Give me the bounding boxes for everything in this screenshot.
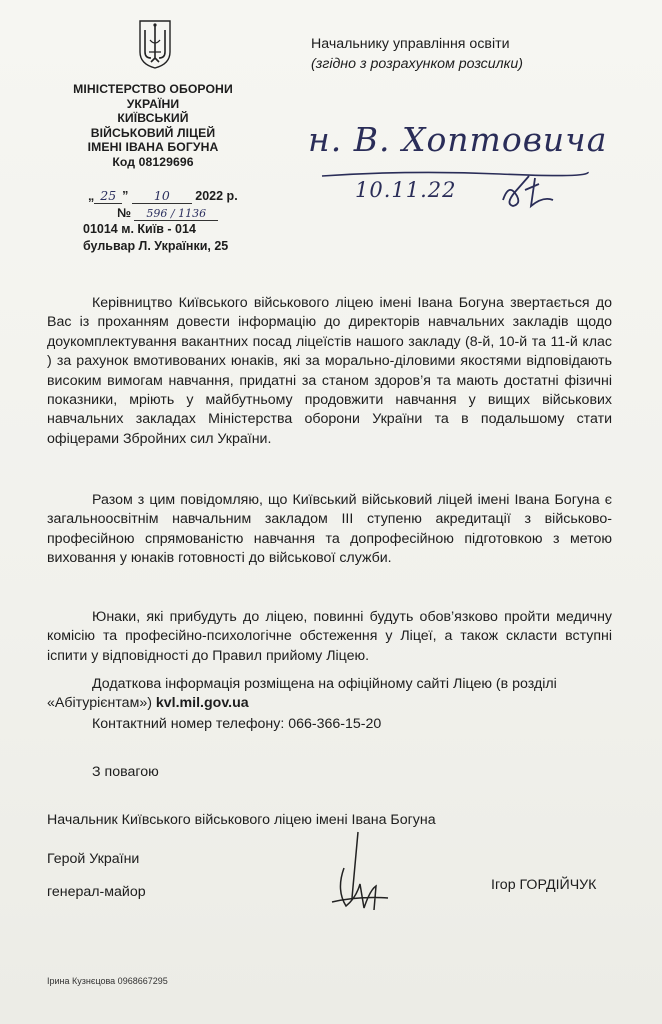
letter-date: „ 25 ” 10 2022 р. — [88, 188, 238, 203]
handwritten-signature — [318, 828, 398, 918]
addressee-title: Начальнику управління освіти — [311, 36, 510, 52]
address-line: 01014 м. Київ - 014 — [83, 222, 196, 236]
signatory-position: Начальник Київського військового ліцею імені Івана Богуна — [47, 812, 436, 828]
body-paragraph: Юнаки, які прибудуть до ліцею, повинні будуть обов’язково пройти медичну комісію та професійно-психологічне обстеження у Ліцеї, а також скласти вступні іспити у відповідності до Правил прийому Ліцею. — [47, 609, 612, 664]
addressee-block — [311, 34, 523, 74]
org-line: ІМЕНІ ІВАНА БОГУНА — [87, 140, 219, 155]
contact-phone: Контактний номер телефону: 066-366-15-20 — [92, 716, 382, 732]
signatory-name: Ігор ГОРДІЙЧУК — [491, 877, 597, 893]
info-paragraph — [47, 675, 612, 714]
org-line: УКРАЇНИ — [126, 96, 180, 111]
resolution-date: 10.11.22 — [355, 178, 457, 202]
address-line: бульвар Л. Українки, 25 — [83, 239, 229, 253]
org-line: МІНІСТЕРСТВО ОБОРОНИ — [73, 82, 233, 96]
handwritten-resolution — [300, 120, 620, 215]
resolution-signature — [495, 170, 565, 215]
letter-number — [117, 206, 218, 220]
signatory-title: Герой України — [47, 851, 140, 867]
body-paragraph: Керівництво Київського військового ліцею імені Івана Богуна звертається до Вас із проханням довести інформацію до директорів навчальних закладів щодо доукомплектування вакантних посад ліцеїстів нашого закладу (8-й, 10-й та 11-й клас ) за рахунок вмотивованих юнаків, які за морально-діловими якостями відповідають високим вимогам навчання, придатні за станом здоров’я та мають достатні фізичні показники, мріють у майбутньому продовжити навчання у вищих військових навчальних закладах Міністерства оборони України та в подальшому стати офіцерами Збройних сил України. — [47, 295, 612, 447]
organization-block — [48, 82, 258, 170]
date-month: 10 — [132, 188, 192, 204]
org-line: КИЇВСЬКИЙ — [117, 111, 189, 126]
signatory-rank: генерал-майор — [47, 884, 146, 900]
closing-regards: З повагою — [92, 764, 159, 780]
number-prefix: № — [117, 206, 131, 220]
date-year: 2022 р. — [195, 189, 238, 203]
coat-of-arms-icon — [137, 18, 173, 70]
website-link[interactable]: kvl.mil.gov.ua — [155, 695, 249, 712]
info-text: Додаткова інформація розміщена на офіційному сайті Ліцею (в розділі «Абітурієнтам») — [47, 676, 557, 712]
executor-note: Ірина Кузнєцова 0968667295 — [47, 976, 168, 986]
number-value: 596 / 1136 — [134, 207, 218, 221]
addressee-note: (згідно з розрахунком розсилки) — [311, 56, 523, 72]
org-line: ВІЙСЬКОВИЙ ЛІЦЕЙ — [90, 125, 216, 140]
date-day: 25 — [94, 188, 122, 204]
resolution-text: н. В. Хоптовича — [308, 120, 608, 159]
org-code: Код 08129696 — [112, 154, 194, 169]
body-paragraph: Разом з цим повідомляю, що Київський військовий ліцей імені Івана Богуна є загальноосвітнім навчальним закладом ІІІ ступеню акредитації з військово-професійною спрямованістю навчання та допрофесійною підготовкою з метою виховання у юнаків готовності до військової служби. — [47, 492, 612, 567]
